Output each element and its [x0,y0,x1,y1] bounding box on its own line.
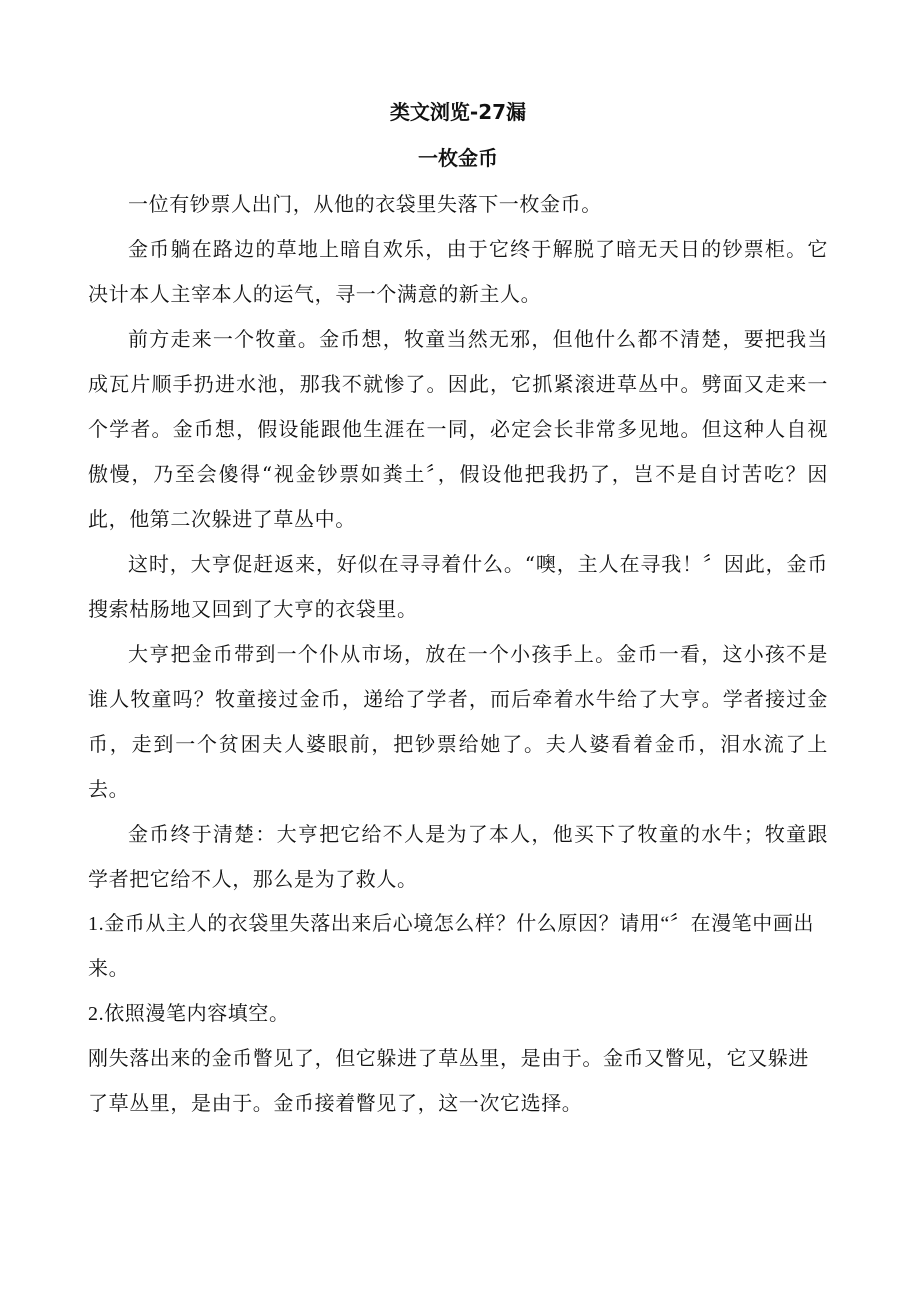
story-paragraph: 大亨把金币带到一个仆从市场，放在一个小孩手上。金币一看，这小孩不是谁人牧童吗？牧童接过金币，递给了学者，而后牵着水牛给了大亨。学者接过金币，走到一个贫困夫人婆眼前，把钞票给她了。夫人婆看着金币，泪水流了上去。 [88,642,828,801]
document-header: 类文浏览-27漏 [389,100,527,124]
story-paragraph: 金币躺在路边的草地上暗自欢乐，由于它终于解脱了暗无天日的钞票柜。它决计本人主宰本人的运气，寻一个满意的新主人。 [88,237,828,306]
story-title: 一枚金币 [418,146,498,170]
question-2: 2.依照漫笔内容填空。 [88,1003,290,1025]
document-page [88,92,828,1127]
story-paragraph: 金币终于清楚：大亨把它给不人是为了本人，他买下了牧童的水牛；牧童跟学者把它给不人，那么是为了救人。 [88,822,828,891]
story-paragraph: 这时，大亨促赶返来，好似在寻寻着什么。“噢，主人在寻我！〞因此，金币搜索枯肠地又回到了大亨的衣袋里。 [88,552,828,621]
story-paragraph: 一位有钞票人出门，从他的衣袋里失落下一枚金币。 [128,192,602,216]
question-1: 1.金币从主人的衣袋里失落出来后心境怎么样？什么原因？请用“〞在漫笔中画出来。 [88,913,815,980]
fill-in-blank-text: 刚失落出来的金币瞥见了，但它躲进了草丛里，是由于。金币又瞥见，它又躲进了草丛里，是由于。金币接着瞥见了，这一次它选择。 [88,1048,809,1115]
story-paragraph: 前方走来一个牧童。金币想，牧童当然无邪，但他什么都不清楚，要把我当成瓦片顺手扔进水池，那我不就惨了。因此，它抓紧滚进草丛中。劈面又走来一个学者。金币想，假设能跟他生涯在一同，必定会长非常多见地。但这种人自视傲慢，乃至会傻得“视金钞票如粪土〞，假设他把我扔了，岂不是自讨苦吃？因此，他第二次躲进了草丛中。 [88,327,828,531]
